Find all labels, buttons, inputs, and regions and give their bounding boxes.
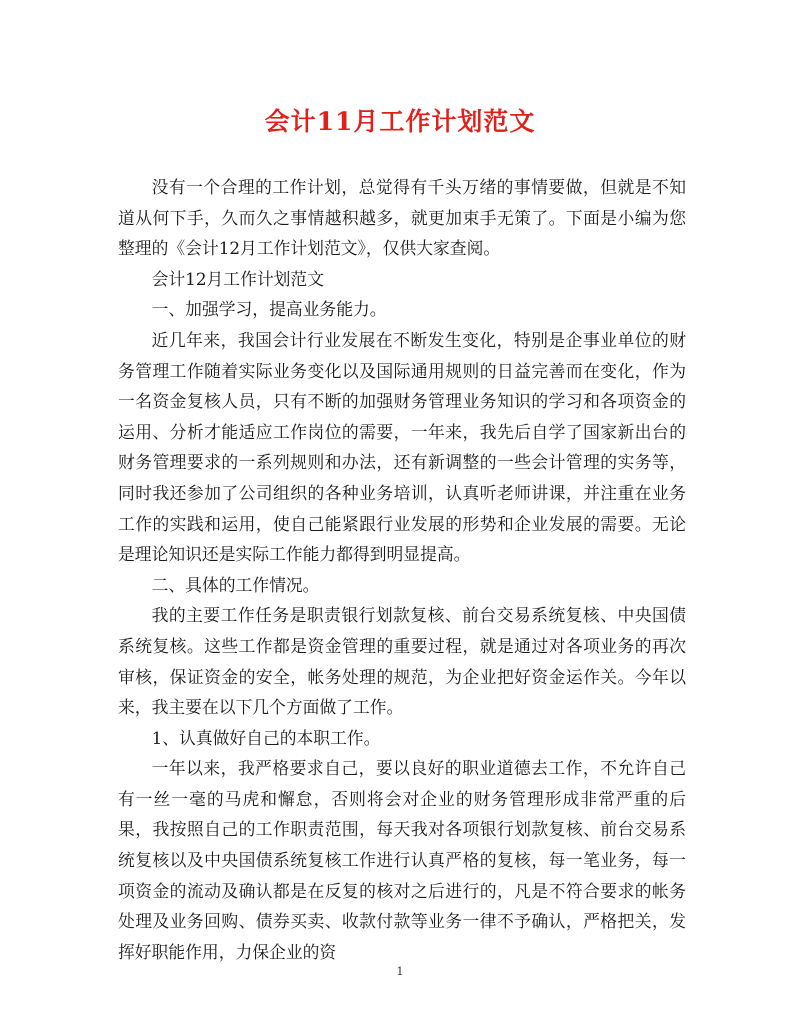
paragraph: 二、具体的工作情况。	[151, 574, 320, 595]
paragraph: 一、加强学习，提高业务能力。	[151, 299, 387, 320]
page-number: 1	[396, 965, 404, 978]
paragraph: 会计12月工作计划范文	[151, 268, 324, 289]
paragraph: 没有一个合理的工作计划，总觉得有千头万绪的事情要做，但就是不知道从何下手，久而久之事情越积越多，就更加束手无策了。下面是小编为您整理的《会计12月工作计划范文》，仅供大家查阅。	[118, 177, 686, 259]
paragraph: 一年以来，我严格要求自己，要以良好的职业道德去工作，不允许自己有一丝一毫的马虎和懈怠，否则将会对企业的财务管理形成非常严重的后果，我按照自己的工作职责范围，每天我对各项银行划款复核、前台交易系统复核以及中央国债系统复核工作进行认真严格的复核，每一笔业务，每一项资金的流动及确认都是在反复的核对之后进行的，凡是不符合要求的帐务处理及业务回购、债券买卖、收款付款等业务一律不予确认，严格把关，发挥好职能作用，力保企业的资	[118, 758, 686, 962]
document-body	[118, 172, 686, 967]
document-title: 会计11月工作计划范文	[264, 107, 536, 136]
paragraph: 1、认真做好自己的本职工作。	[151, 727, 381, 748]
paragraph: 我的主要工作任务是职责银行划款复核、前台交易系统复核、中央国债系统复核。这些工作都是资金管理的重要过程，就是通过对各项业务的再次审核，保证资金的安全，帐务处理的规范，为企业把好资金运作关。今年以来，我主要在以下几个方面做了工作。	[118, 605, 686, 718]
paragraph: 近几年来，我国会计行业发展在不断发生变化，特别是企事业单位的财务管理工作随着实际业务变化以及国际通用规则的日益完善而在变化，作为一名资金复核人员，只有不断的加强财务管理业务知识的学习和各项资金的运用、分析才能适应工作岗位的需要，一年来，我先后自学了国家新出台的财务管理要求的一系列规则和办法，还有新调整的一些会计管理的实务等，同时我还参加了公司组织的各种业务培训，认真听老师讲课，并注重在业务工作的实践和运用，使自己能紧跟行业发展的形势和企业发展的需要。无论是理论知识还是实际工作能力都得到明显提高。	[118, 329, 686, 565]
